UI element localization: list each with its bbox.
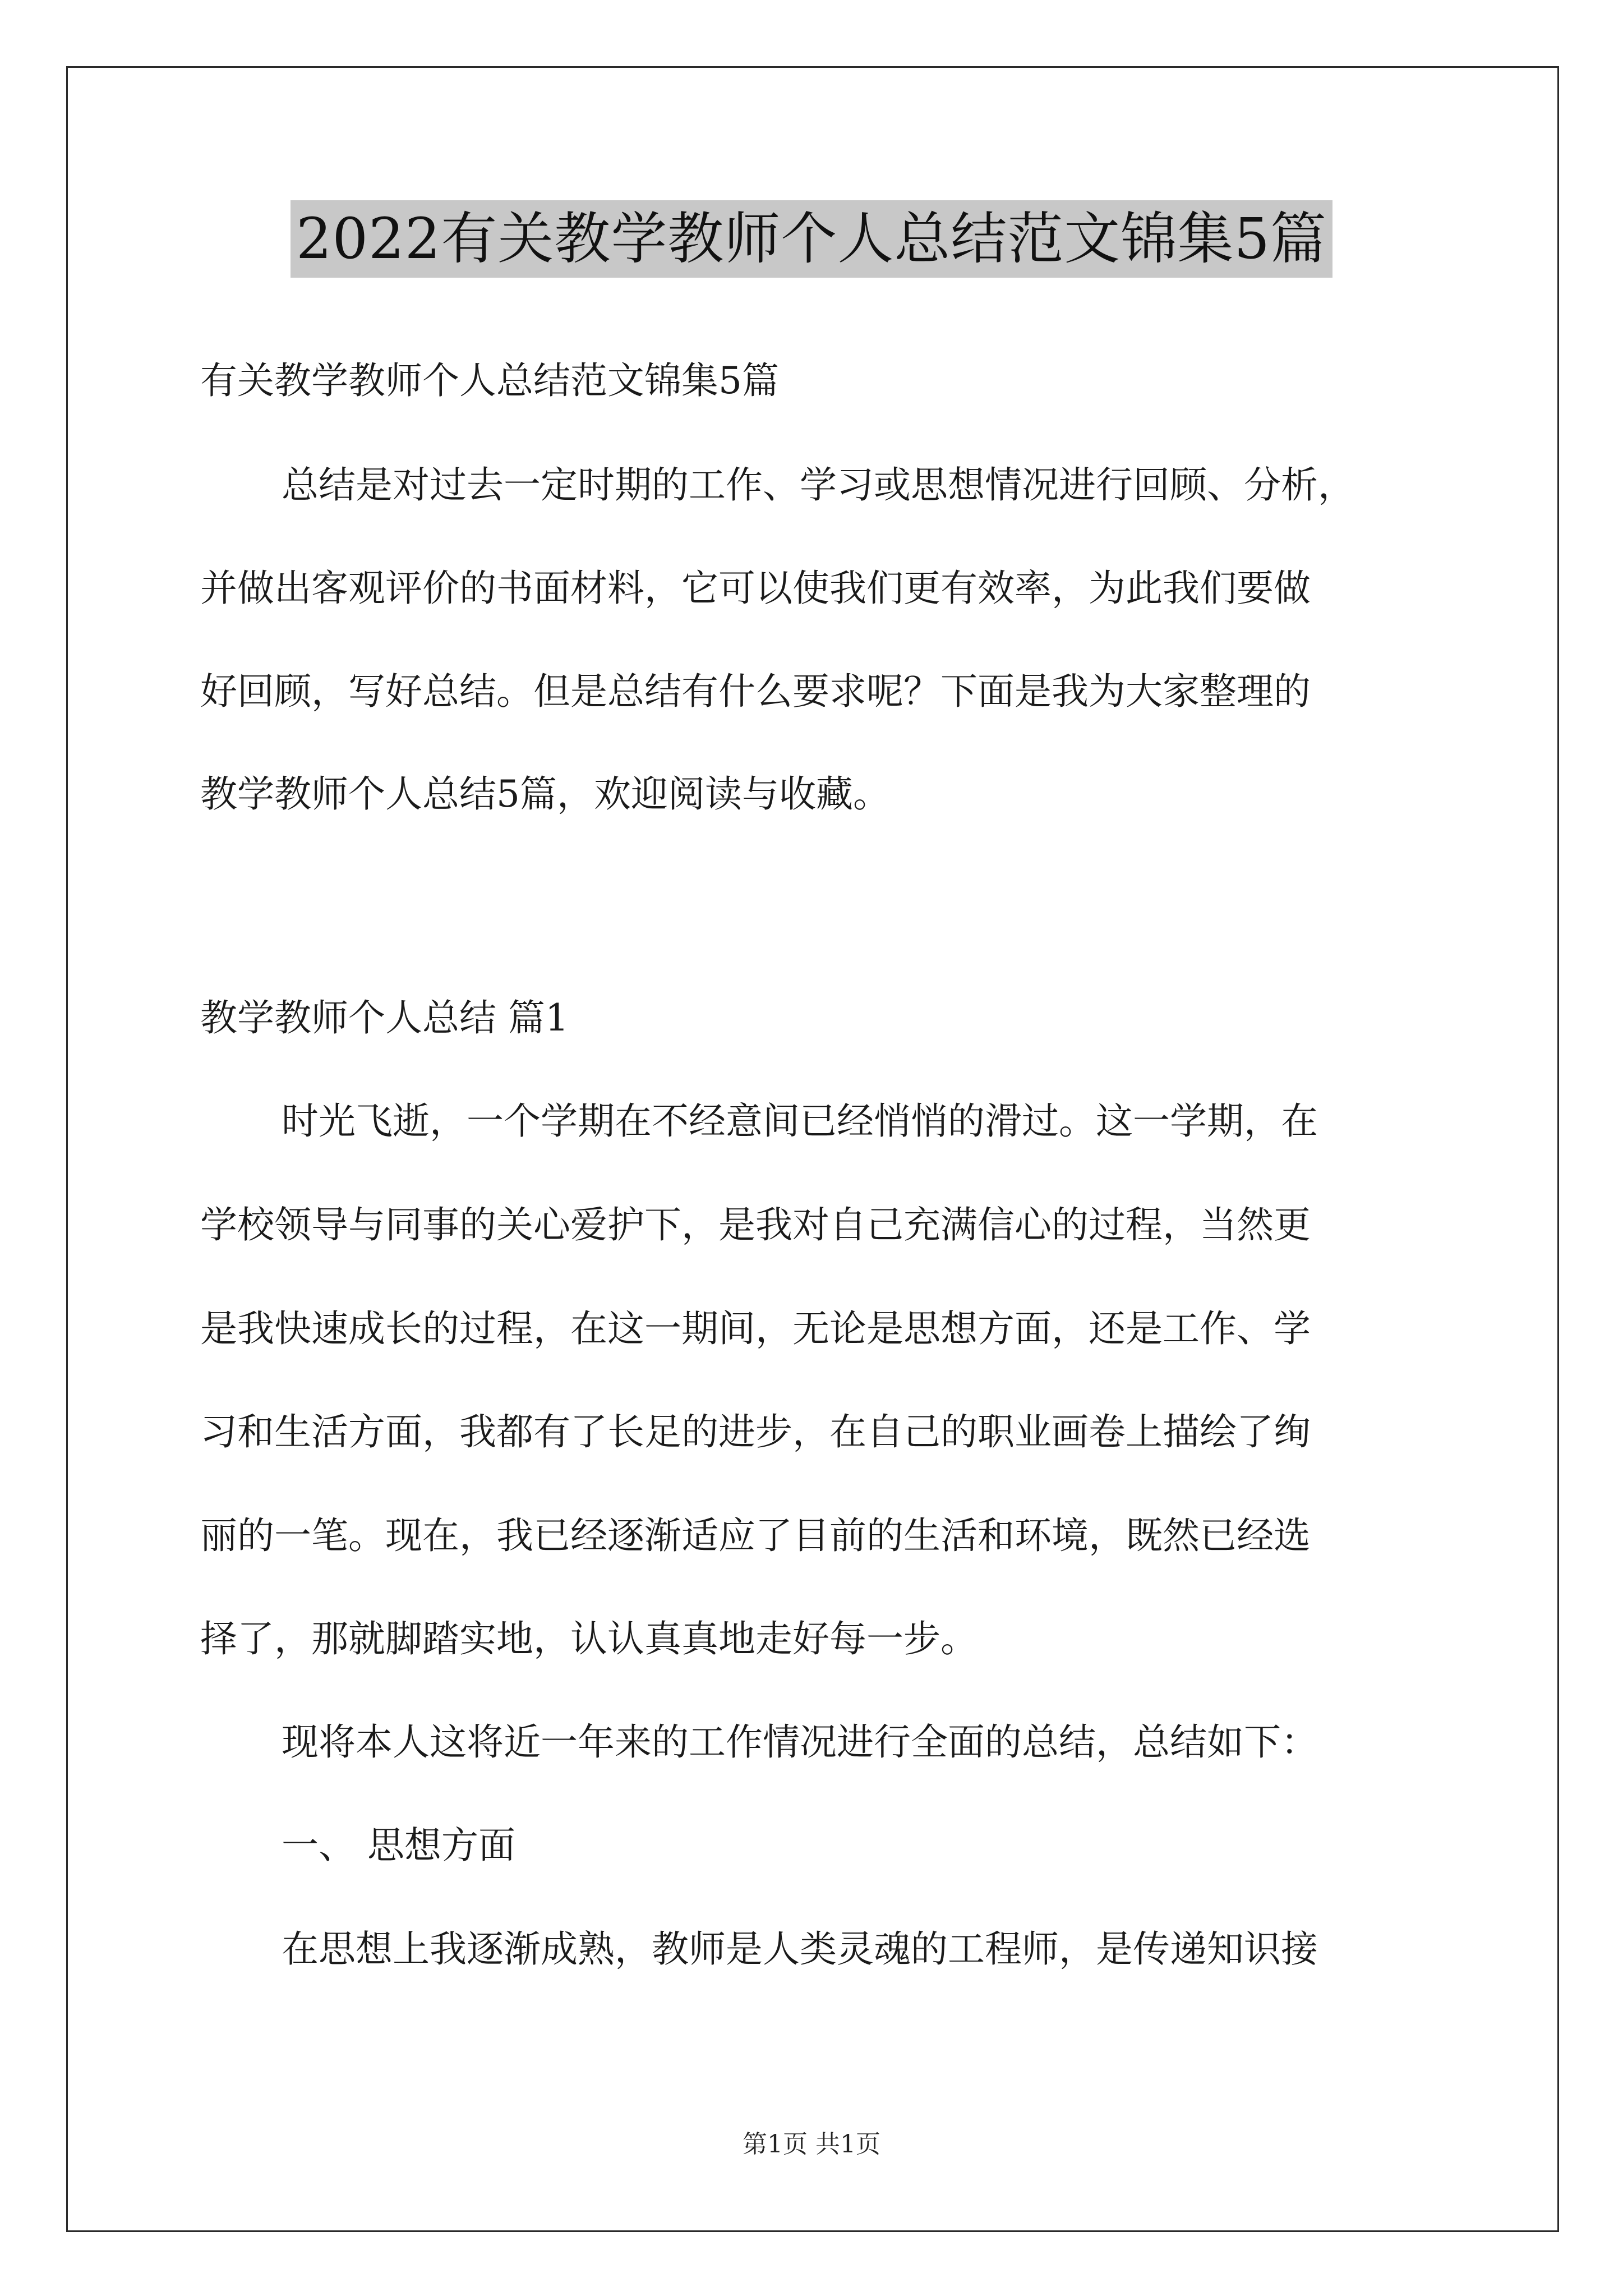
document-title: 2022有关教学教师个人总结范文锦集5篇 [291,200,1332,278]
summary-line: 现将本人这将近一年来的工作情况进行全面的总结，总结如下： [282,1720,1318,1764]
section-line-6: 择了，那就脚踏实地，认认真真地走好每一步。 [200,1617,978,1660]
section-line-5: 丽的一笔。现在，我已经逐渐适应了目前的生活和环境，既然已经选 [200,1514,1311,1557]
page-footer: 第1页 共1页 [743,2130,880,2159]
section-line-4: 习和生活方面，我都有了长足的进步，在自己的职业画卷上描绘了绚 [200,1410,1311,1453]
document-subtitle: 有关教学教师个人总结范文锦集5篇 [200,359,779,402]
intro-line-3: 好回顾，写好总结。但是总结有什么要求呢？下面是我为大家整理的 [200,670,1311,713]
item-heading: 一、 思想方面 [282,1824,515,1867]
section-line-3: 是我快速成长的过程，在这一期间，无论是思想方面，还是工作、学 [200,1307,1311,1350]
title-container [0,200,1623,278]
intro-line-1: 总结是对过去一定时期的工作、学习或思想情况进行回顾、分析， [282,463,1355,507]
section-line-1: 时光飞逝，一个学期在不经意间已经悄悄的滑过。这一学期，在 [282,1099,1318,1143]
section-heading: 教学教师个人总结 篇1 [200,996,569,1039]
intro-line-2: 并做出客观评价的书面材料，它可以使我们更有效率，为此我们要做 [200,567,1311,610]
item-line: 在思想上我逐渐成熟，教师是人类灵魂的工程师，是传递知识接 [282,1927,1318,1971]
section-line-2: 学校领导与同事的关心爱护下，是我对自己充满信心的过程，当然更 [200,1203,1311,1246]
intro-line-4: 教学教师个人总结5篇，欢迎阅读与收藏。 [200,772,890,816]
